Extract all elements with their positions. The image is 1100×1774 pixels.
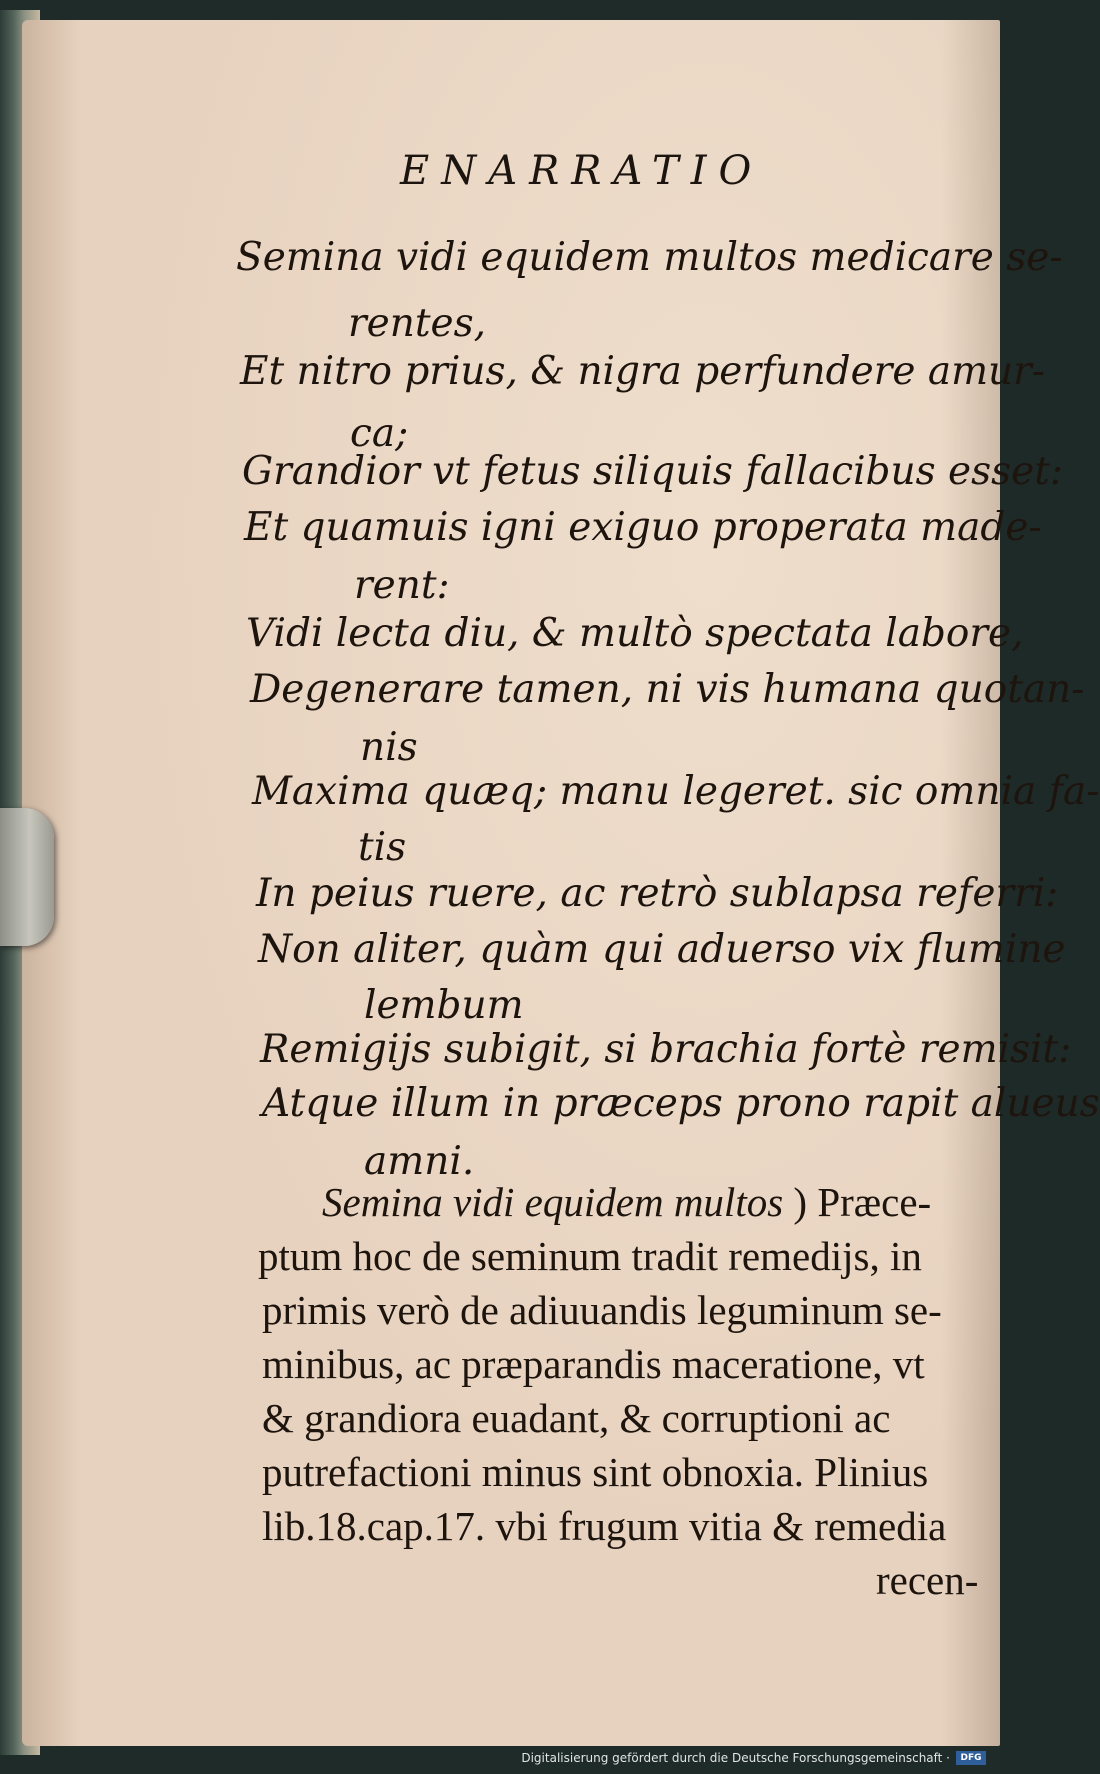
running-header: ENARRATIO <box>400 148 764 194</box>
commentary-line: & grandiora euadant, & corruptioni ac <box>262 1395 891 1441</box>
poem-line: rentes, <box>348 301 487 346</box>
poem-line: Vidi lecta diu, & multò spectata labore, <box>246 611 1024 656</box>
commentary-line: minibus, ac præparandis maceratione, vt <box>262 1341 925 1387</box>
metal-clasp <box>0 808 54 946</box>
poem-line: Et quamuis igni exiguo properata made- <box>244 505 1042 550</box>
commentary-line: putrefactioni minus sint obnoxia. Plinius <box>262 1449 929 1495</box>
commentary-line: primis verò de adiuuandis leguminum se- <box>262 1287 942 1333</box>
commentary-line: ptum hoc de seminum tradit remedijs, in <box>258 1233 922 1279</box>
commentary-catchword: recen- <box>876 1557 979 1603</box>
poem-line: Maxima quæq; manu legeret. sic omnia fa- <box>252 769 1100 814</box>
commentary-lemma: Semina vidi equidem multos <box>322 1179 784 1225</box>
poem-line: Grandior vt fetus siliquis fallacibus esset: <box>242 449 1064 494</box>
poem-line: Atque illum in præceps prono rapit alueus <box>262 1081 1100 1126</box>
poem-line: Remigijs subigit, si brachia fortè remisit: <box>260 1027 1072 1072</box>
poem-line: In peius ruere, ac retrò sublapsa referri: <box>256 871 1059 916</box>
poem-line: Non aliter, quàm qui aduerso vix flumine <box>258 927 1066 972</box>
poem-line: lembum <box>364 983 524 1028</box>
poem-line: ca; <box>350 411 409 456</box>
poem-line: rent: <box>354 563 450 608</box>
poem-line: Degenerare tamen, ni vis humana quotan- <box>250 667 1085 712</box>
commentary-lemma-suffix: ) Præce- <box>793 1179 932 1225</box>
poem-line: tis <box>358 825 407 870</box>
commentary-first-line <box>322 1179 932 1225</box>
poem-line: Semina vidi equidem multos medicare se- <box>236 235 1063 280</box>
poem-line: Et nitro prius, & nigra perfundere amur- <box>240 349 1045 394</box>
commentary-line: lib.18.cap.17. vbi frugum vitia & remedia <box>262 1503 947 1549</box>
poem-line: amni. <box>364 1139 475 1184</box>
poem-line: nis <box>360 725 418 770</box>
digitization-footer <box>521 1748 986 1768</box>
dfg-logo: DFG <box>956 1751 986 1765</box>
footer-text: Digitalisierung gefördert durch die Deutsche Forschungsgemeinschaft · <box>521 1751 950 1765</box>
